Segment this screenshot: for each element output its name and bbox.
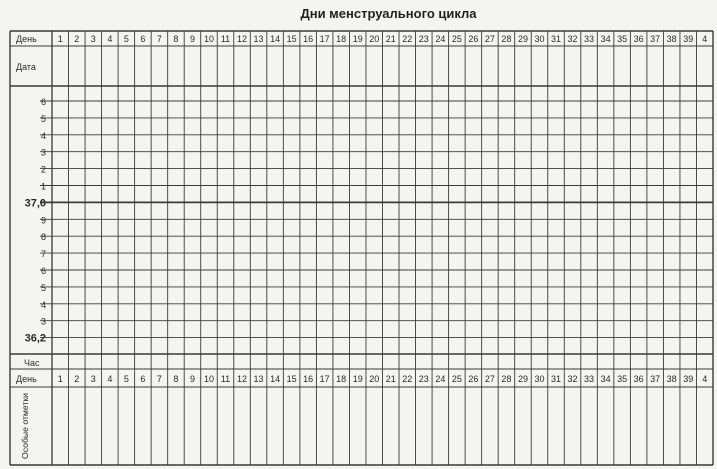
day-number-top: 6 <box>140 34 146 44</box>
day-number-bottom: 26 <box>468 374 479 384</box>
day-number-top: 10 <box>203 34 214 44</box>
day-number-bottom: 8 <box>173 374 179 384</box>
day-number-bottom: 31 <box>551 374 562 384</box>
day-number-top: 2 <box>74 34 80 44</box>
day-number-bottom: 13 <box>253 374 264 384</box>
day-number-top: 24 <box>435 34 446 44</box>
day-number-top: 5 <box>123 34 129 44</box>
day-number-bottom: 7 <box>156 374 162 384</box>
temperature-tick-label: 5 <box>40 113 46 124</box>
day-number-top: 19 <box>352 34 363 44</box>
day-number-top: 25 <box>451 34 462 44</box>
day-number-top: 30 <box>534 34 545 44</box>
day-number-top: 26 <box>468 34 479 44</box>
day-number-bottom: 12 <box>237 374 248 384</box>
day-number-bottom: 18 <box>336 374 347 384</box>
day-number-top: 12 <box>237 34 248 44</box>
day-number-bottom: 6 <box>140 374 146 384</box>
day-number-top: 35 <box>617 34 628 44</box>
temperature-tick-label: 4 <box>40 130 46 141</box>
day-number-top: 34 <box>600 34 611 44</box>
chart-grid <box>10 31 713 465</box>
temperature-tick-label: 6 <box>40 97 46 107</box>
day-number-bottom: 32 <box>567 374 578 384</box>
day-number-top: 32 <box>567 34 578 44</box>
day-number-top: 39 <box>683 34 694 44</box>
day-number-top: 20 <box>369 34 380 44</box>
day-number-top: 1 <box>57 34 63 44</box>
day-number-bottom: 25 <box>451 374 462 384</box>
day-number-top: 36 <box>633 34 644 44</box>
day-number-top: 22 <box>402 34 413 44</box>
day-number-bottom: 22 <box>402 374 413 384</box>
row-label-day-bottom: День <box>16 374 37 384</box>
day-number-top: 16 <box>303 34 314 44</box>
row-label-day: День <box>16 34 37 44</box>
day-number-top: 18 <box>336 34 347 44</box>
day-number-bottom: 35 <box>617 374 628 384</box>
temperature-tick-label: 3 <box>40 316 46 327</box>
day-number-top: 4 <box>107 34 113 44</box>
day-number-bottom: 29 <box>517 374 528 384</box>
day-number-bottom: 11 <box>220 374 231 384</box>
day-number-bottom: 17 <box>319 374 330 384</box>
day-number-top: 38 <box>666 34 677 44</box>
temperature-tick-label: 1 <box>40 181 46 192</box>
day-number-top: 28 <box>501 34 512 44</box>
day-number-bottom: 24 <box>435 374 446 384</box>
day-number-top: 13 <box>253 34 264 44</box>
day-number-bottom: 2 <box>74 374 80 384</box>
day-number-bottom: 30 <box>534 374 545 384</box>
day-number-bottom: 10 <box>203 374 214 384</box>
day-number-top: 29 <box>517 34 528 44</box>
chart-labels <box>16 34 707 459</box>
row-label-hour: Час <box>24 358 40 368</box>
temperature-tick-label: 8 <box>40 232 46 243</box>
day-number-bottom: 14 <box>270 374 281 384</box>
day-number-bottom: 3 <box>90 374 96 384</box>
day-number-bottom: 34 <box>600 374 611 384</box>
day-number-bottom: 9 <box>189 374 195 384</box>
day-number-top: 33 <box>584 34 595 44</box>
row-label-date: Дата <box>16 62 36 72</box>
day-number-top: 11 <box>220 34 231 44</box>
day-number-top: 8 <box>173 34 179 44</box>
day-number-top: 23 <box>418 34 429 44</box>
day-number-top: 7 <box>156 34 162 44</box>
day-number-top: 14 <box>270 34 281 44</box>
day-number-bottom: 37 <box>650 374 661 384</box>
day-number-bottom: 19 <box>352 374 363 384</box>
day-number-bottom: 21 <box>385 374 396 384</box>
day-number-bottom: 20 <box>369 374 380 384</box>
temperature-tick-label: 36,2 <box>24 332 46 345</box>
day-number-bottom: 28 <box>501 374 512 384</box>
temperature-tick-label: 7 <box>40 249 46 260</box>
page-title: Дни менструального цикла <box>300 6 477 21</box>
day-number-top: 37 <box>650 34 661 44</box>
day-number-top: 4 <box>702 34 708 44</box>
day-number-bottom: 36 <box>633 374 644 384</box>
day-number-bottom: 38 <box>666 374 677 384</box>
day-number-bottom: 33 <box>584 374 595 384</box>
day-number-bottom: 5 <box>123 374 129 384</box>
day-number-bottom: 15 <box>286 374 297 384</box>
temperature-tick-label: 2 <box>40 164 46 175</box>
day-number-top: 21 <box>385 34 396 44</box>
day-number-bottom: 4 <box>702 374 708 384</box>
day-number-top: 3 <box>90 34 96 44</box>
day-number-bottom: 39 <box>683 374 694 384</box>
temperature-tick-label: 6 <box>40 266 46 276</box>
day-number-top: 27 <box>484 34 495 44</box>
day-number-top: 17 <box>319 34 330 44</box>
day-number-bottom: 1 <box>57 374 63 384</box>
temperature-tick-label: 4 <box>40 299 46 310</box>
day-number-top: 9 <box>189 34 195 44</box>
row-label-special-marks: Особые отметки <box>20 394 30 459</box>
day-number-bottom: 23 <box>418 374 429 384</box>
day-number-top: 31 <box>551 34 562 44</box>
day-number-bottom: 4 <box>107 374 113 384</box>
temperature-tick-label: 5 <box>40 282 46 293</box>
day-number-top: 15 <box>286 34 297 44</box>
temperature-main-label: 37,0 <box>24 197 46 210</box>
temperature-tick-label: 9 <box>40 215 46 226</box>
day-number-bottom: 16 <box>303 374 314 384</box>
day-number-bottom: 27 <box>484 374 495 384</box>
temperature-tick-label: 3 <box>40 147 46 158</box>
